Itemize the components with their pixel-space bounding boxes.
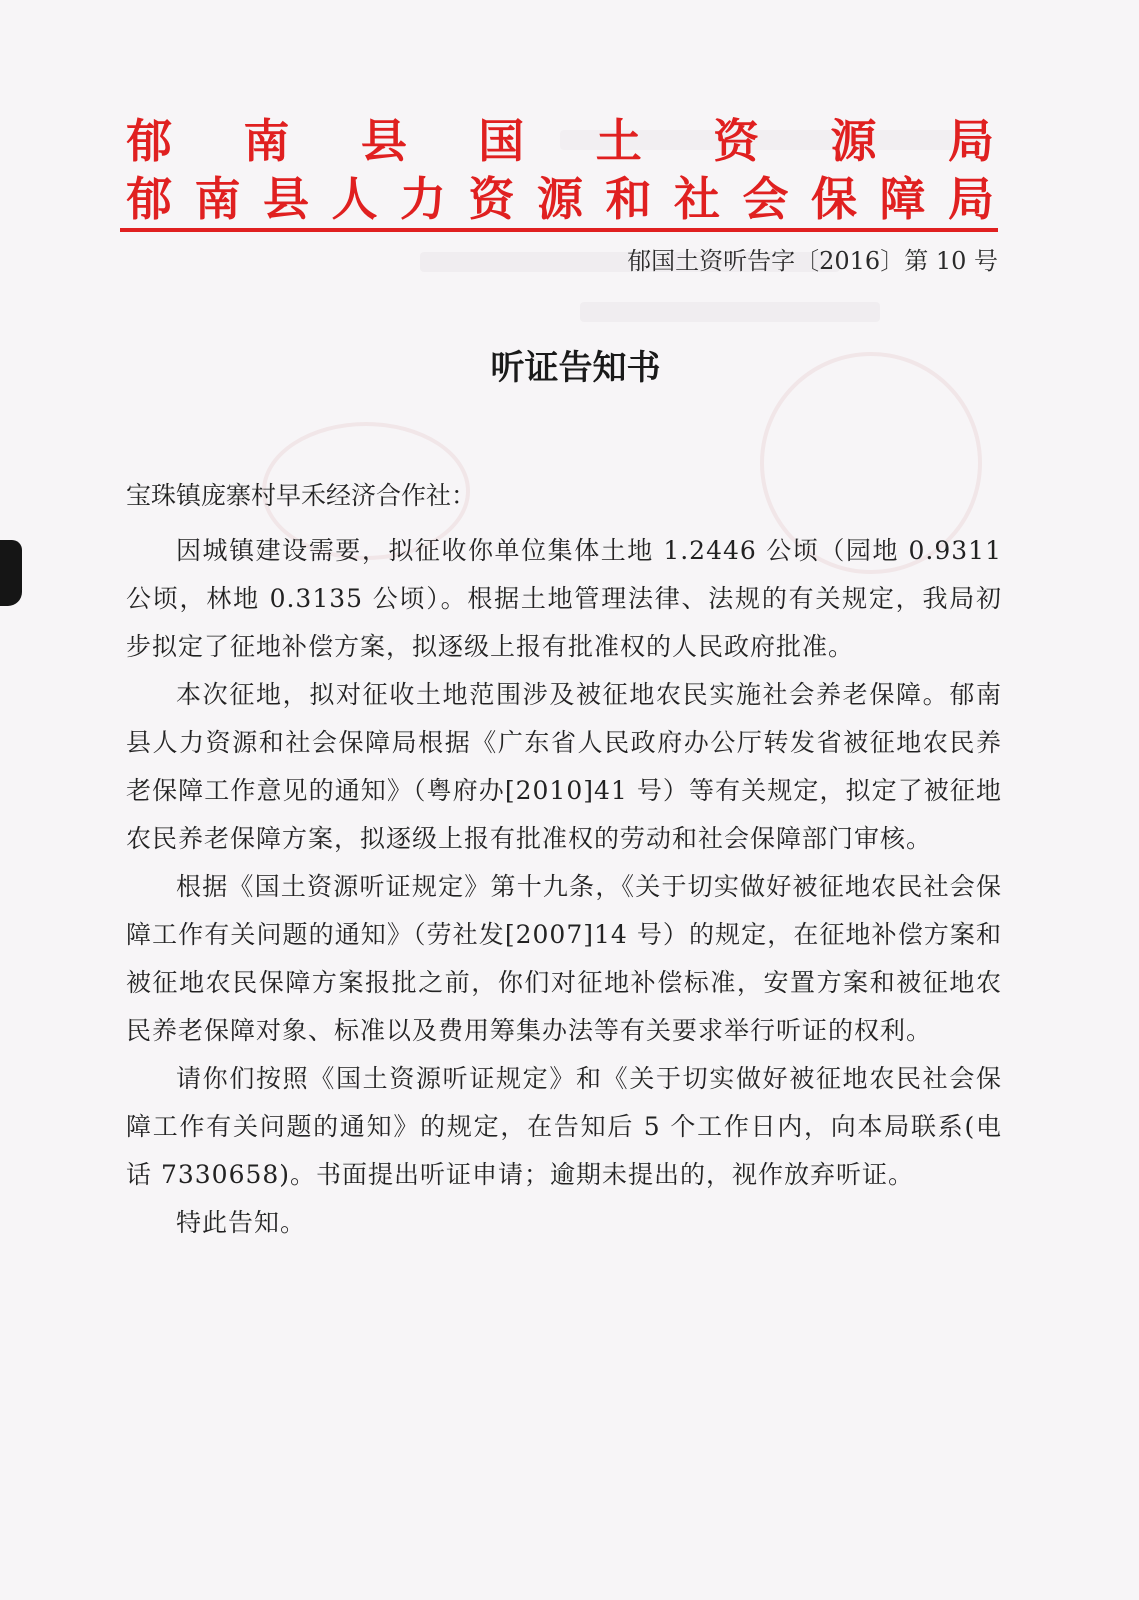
issuer-name-char: 源 xyxy=(537,172,583,226)
document-number: 郁国土资听告字〔2016〕第 10 号 xyxy=(627,247,998,275)
addressee: 宝珠镇庞寨村早禾经济合作社： xyxy=(126,481,477,510)
issuer-name-char: 保 xyxy=(811,172,857,226)
body-paragraph: 根据《国土资源听证规定》第十九条，《关于切实做好被征地农民社会保障工作有关问题的通知》（劳社发[2007]14 号）的规定，在征地补偿方案和被征地农民保障方案报批之前，你们对征地补偿标准，安置方案和被征地农民养老保障对象、标准以及费用筹集办法等有关要求举行听证的权利。 xyxy=(126,872,1002,1045)
scan-edge-mark xyxy=(0,540,22,606)
document-body xyxy=(126,527,1002,1247)
body-paragraph: 因城镇建设需要，拟征收你单位集体土地 1.2446 公顷（园地 0.9311 公顷，林地 0.3135 公顷）。根据土地管理法律、法规的有关规定，我局初步拟定了征地补偿方案，拟逐级上报有批准权的人民政府批准。 xyxy=(126,536,1002,661)
faint-text-shadow xyxy=(580,302,880,322)
issuer-name-char: 国 xyxy=(478,114,525,168)
issuer-name-char: 资 xyxy=(713,114,760,168)
header-red-rule xyxy=(120,228,998,232)
issuer-name-char: 土 xyxy=(595,114,642,168)
issuer-name-char: 力 xyxy=(400,172,446,226)
issuer-name-char: 郁 xyxy=(126,114,172,168)
issuer-name-char: 社 xyxy=(674,172,720,226)
issuer-name-char: 和 xyxy=(605,172,652,226)
issuer-name-line-2 xyxy=(126,170,994,228)
issuer-name-char: 会 xyxy=(742,172,789,226)
issuer-name-char: 资 xyxy=(468,172,515,226)
issuer-name-char: 南 xyxy=(243,114,290,168)
issuer-name-char: 县 xyxy=(263,172,309,226)
issuer-name-char: 县 xyxy=(360,114,407,168)
issuer-name-char: 障 xyxy=(879,172,926,226)
document-title: 听证告知书 xyxy=(490,348,661,388)
issuer-name-char: 郁 xyxy=(126,172,172,226)
issuer-name-line-1 xyxy=(126,112,994,170)
body-paragraph: 请你们按照《国土资源听证规定》和《关于切实做好被征地农民社会保障工作有关问题的通知》的规定，在告知后 5 个工作日内，向本局联系(电话 7330658)。书面提出听证申请；逾期未提出的，视作放弃听证。 xyxy=(126,1064,1002,1189)
closing-line: 特此告知。 xyxy=(176,1208,307,1237)
issuer-name-char: 局 xyxy=(947,114,994,168)
issuer-name-char: 南 xyxy=(194,172,241,226)
issuer-name-char: 源 xyxy=(830,114,877,168)
issuer-name-char: 人 xyxy=(331,172,378,226)
issuer-name-char: 局 xyxy=(948,172,994,226)
body-paragraph: 本次征地，拟对征收土地范围涉及被征地农民实施社会养老保障。郁南县人力资源和社会保障局根据《广东省人民政府办公厅转发省被征地农民养老保障工作意见的通知》（粤府办[2010]41 号）等有关规定，拟定了被征地农民养老保障方案，拟逐级上报有批准权的劳动和社会保障部门审核。 xyxy=(126,680,1002,853)
